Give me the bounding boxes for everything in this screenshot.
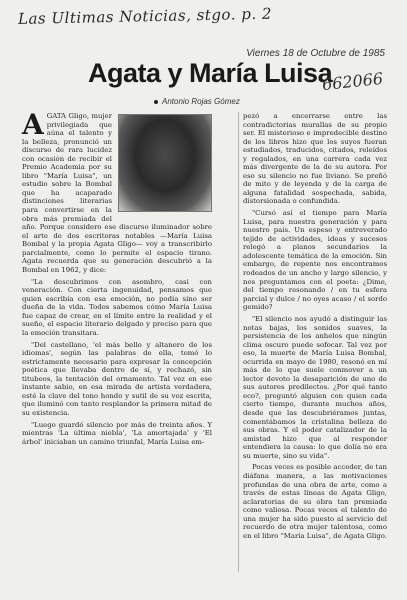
byline xyxy=(154,97,240,106)
bullet-icon xyxy=(154,100,158,104)
paragraph: "Del castellano, 'el más bello y altanero de los idiomas', según las palabras de ella, tomó lo estrictamente necesario para expresar la concepción poética que llevaba dentro de sí, y rechazó, sin titubeos, la tentación del ornamento. Tal vez en ese instante sabio, en esa mirada de artista verdadera, esté la clave del tono hondo y sutil de su voz escrita, que iluminó con tanto resplandor la primera mitad de su existencia. xyxy=(22,340,212,417)
paragraph: "La descubrimos con asombro, casi con veneración. Con cierta ingenuidad, pensamos que quien escribía con esa emoción, no podía sino ser dueña de la vida. Todos sabemos cómo María Luisa fue capaz de crear, en el límite entre la realidad y el sueño, el espacio literario delgado y preciso para que la emoción transitara. xyxy=(22,277,212,337)
paragraph-text: GATA Gligo, mujer privilegiada que aúna el talento y la belleza, pronunció un discurso de rara lucidez con ocasión de recibir el Premio Academia por su libro "María Luisa", un estudio sobre la Bombal que ha acaparado distinciones literarias para convertirse en la obra más premiada del año. Porque considero ese discurso iluminador sobre el arte de dos escritoras notables —María Luisa Bombal y la propia Agata Gligo— voy a transcribirlo parcialmente, como lo permite el espacio tirano. Agata recuerda que su generación descubrió a la Bombal en 1962, y dice: xyxy=(22,112,212,274)
publication-date: Viernes 18 de Octubre de 1985 xyxy=(246,48,385,59)
article-column-1 xyxy=(22,108,212,450)
paragraph: pezó a encerrarse entre las contradictorias murallas de su propio ser. El misterioso e impredecible destino de los libros hizo que los suyos fueran estudiados, traducidos, citados, releídos y regalados, en una carrera cada vez más divergente de la de su autora. Por eso su silencio no fue liviano. Se preñó de mito y de leyenda y de la carga de alguna fatalidad sospechada, sabida, distorsionada o confundida. xyxy=(243,112,387,206)
handwritten-catalog-number: 662066 xyxy=(321,68,384,95)
paragraph: "Luego guardó silencio por más de treinta años. Y mientras 'La última niebla', 'La amortajada' y 'El árbol' iniciaban un camino triunfal, María Luisa em- xyxy=(22,420,212,446)
paragraph: "Cursó así el tiempo para María Luisa, para nuestra generación y para nuestro país. Un espeso y entreverado tejido de actividades, ideas y sucesos relegó a planos secundarios la adolescente temática de la emoción. Sin embargo, de repente nos encontramos rodeados de un ancho y largo silencio, y nos preguntamos con el poeta: ¿Dime, del tiempo resonando / en tu esfera parcial y dulce / no oyes acaso / el sordo gemido? xyxy=(243,209,387,312)
handwritten-source-note: Las Ultimas Noticias, stgo. p. 2 xyxy=(17,4,273,28)
article-column-2 xyxy=(243,112,387,544)
author-name: Antonio Rojas Gómez xyxy=(162,97,240,106)
author-portrait-photo xyxy=(118,114,212,212)
paragraph: "El silencio nos ayudó a distinguir las notas bajas, los sonidos suaves, la persistencia de los anhelos que ningún clima oscuro puede sofocar. Tal vez por eso, la muerte de María Luisa Bombal, ocurrida en mayo de 1980, resonó en mí más de lo que suele conmover a un lector devoto la desaparición de uno de sus autores predilectos. ¿Por qué tanto eco?, preguntó alguien con quien cada cierto tiempo, durante muchos años, desde que las descubriéramos juntas, comentábamos la cristalina belleza de sus obras. Y el poder catalizador de la amistad hizo que al responder entendiera la causa: lo que dolía no era su muerte, sino su vida". xyxy=(243,314,387,460)
column-divider xyxy=(238,112,239,572)
headline: Agata y María Luisa xyxy=(88,58,333,88)
drop-cap: A xyxy=(22,108,44,141)
paragraph: Pocas veces es posible acceder, de tan diáfana manera, a las motivaciones profundas de una obra de arte, como a través de estas líneas de Agata Gligo, aclaratorias de su obra tan premiada como valiosa. Pocas veces el talento de una mujer ha sido puesto al servicio del recuerdo de otra mujer talentosa, como en el libro "María Luisa", de Agata Gligo. xyxy=(243,463,387,540)
